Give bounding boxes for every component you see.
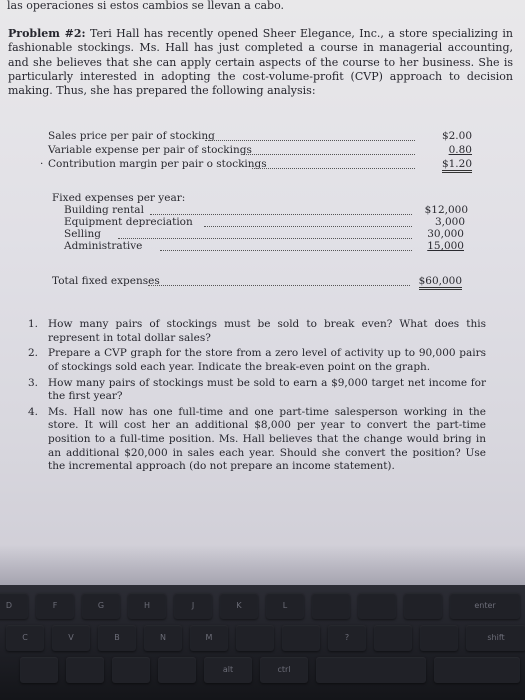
fixed-value: $12,000 (424, 204, 468, 216)
dot-leader (148, 285, 410, 286)
keyboard-key (420, 625, 458, 651)
keyboard-key: M (190, 625, 228, 651)
keyboard-key: F (36, 593, 74, 619)
keyboard-key: L (266, 593, 304, 619)
keyboard-key (312, 593, 350, 619)
problem-label: Problem #2: (8, 27, 86, 40)
keyboard-key: shift (466, 625, 525, 651)
question-number: 2. (28, 347, 39, 360)
dot-leader (150, 214, 412, 215)
question-number: 3. (28, 376, 39, 389)
keyboard-key: alt (204, 657, 252, 683)
question-item (28, 318, 486, 345)
problem-intro (8, 27, 513, 98)
fixed-label: Administrative (64, 240, 143, 252)
keyboard-key (358, 593, 396, 619)
dot-leader (243, 154, 415, 155)
fixed-total-value: $60,000 (419, 275, 462, 290)
analysis-value: $1.20 (442, 158, 472, 173)
analysis-label: Variable expense per pair of stockings (48, 144, 252, 156)
keyboard-key (404, 593, 442, 619)
keyboard-key: D (0, 593, 28, 619)
dot-leader (252, 168, 415, 169)
analysis-value: 0.80 (448, 144, 472, 156)
problem-text: Teri Hall has recently opened Sheer Elegance, Inc., a store specializing in fashionable stockings. Ms. Hall has just completed a course in managerial accounting, and she believes that she can apply certain aspects of the course to her business. She is particularly interested in adopting the cost-volume-profit (CVP) approach to decision making. Thus, she has prepared the following analysis: (8, 27, 513, 98)
keyboard-key: ? (328, 625, 366, 651)
question-item (28, 406, 486, 474)
keyboard-key: V (52, 625, 90, 651)
keyboard-key: C (6, 625, 44, 651)
analysis-label: Contribution margin per pair o stockings (48, 158, 267, 170)
question-item (28, 377, 486, 404)
question-text: How many pairs of stockings must be sold to earn a $9,000 target net income for the first year? (48, 376, 486, 403)
document-photo: las operaciones si estos cambios se llevan a cabo. Problem #2: Teri Hall has recently opened Sheer Elegance, Inc., a store specializing in fashionable stockings. Ms. Hall has just completed a course in managerial accounting, and she believes that she can apply certain aspects of the course to her business. She is particularly interested in adopting the cost-volume-profit (CVP) approach to decision making. Thus, she has prepared the following analysis: Sales price per pair of stocking $2.00 Variable expense per pair of stockings 0.80 · Contribution margin per pair o stockings $1.20 Fixed expenses per year: Building rental $12,000 Equipment depreciation 3,000 Selling 30,000 Administrative 15,000 Total fixed expenses $60,000 1. How many pairs of stockings must be sold to break even? What does this represent in total dollar sales? 2. Prepare a CVP graph for the store from a zero level of activity up to 90,000 pairs of stockings sold each year. Indicate the break-even point on the graph. 3. How many pairs of stockings must be sold to earn a $9,000 target net income for the first year? 4. Ms. Hall now has one full-time and one part-time salesperson working in the store. It will cost her an additional $8,000 per year to convert the part-time position to a full-time position. Ms. Hall believes that the change would bring in an additional $20,000 in sales each year. Should she convert the position? Use the incremental approach (do not prepare an income statement). (0, 0, 525, 585)
question-item (28, 347, 486, 374)
analysis-label: Sales price per pair of stocking (48, 130, 215, 142)
fixed-value: 15,000 (427, 240, 464, 252)
keyboard-key (374, 625, 412, 651)
keyboard-key: ctrl (260, 657, 308, 683)
question-number: 4. (28, 405, 39, 418)
question-list (28, 318, 486, 476)
keyboard-key (112, 657, 150, 683)
keyboard-key: N (144, 625, 182, 651)
keyboard-key: H (128, 593, 166, 619)
keyboard-key: G (82, 593, 120, 619)
keyboard-key: J (174, 593, 212, 619)
question-number: 1. (28, 318, 39, 330)
keyboard-key (282, 625, 320, 651)
keyboard-key (236, 625, 274, 651)
question-text: How many pairs of stockings must be sold to break even? What does this represent in total dollar sales? (48, 318, 486, 344)
fixed-total-label: Total fixed expenses (52, 275, 160, 287)
keyboard-key: B (98, 625, 136, 651)
fixed-label: Selling (64, 228, 101, 240)
fixed-value: 3,000 (434, 216, 465, 228)
analysis-value: $2.00 (441, 130, 472, 142)
keyboard-key: enter (450, 593, 520, 619)
fixed-value: 30,000 (427, 228, 464, 240)
header-cut-text: las operaciones si estos cambios se llevan a cabo. (7, 0, 285, 12)
fixed-label: Equipment depreciation (64, 216, 193, 228)
dot-leader (204, 226, 412, 227)
dot-leader (160, 250, 412, 251)
dot-leader (205, 140, 415, 141)
fixed-heading: Fixed expenses per year: (52, 192, 186, 204)
keyboard-key (158, 657, 196, 683)
keyboard-key (20, 657, 58, 683)
laptop-keyboard (0, 585, 525, 700)
keyboard-key (66, 657, 104, 683)
keyboard-key (434, 657, 520, 683)
question-text: Prepare a CVP graph for the store from a zero level of activity up to 90,000 pairs of stockings sold each year. Indicate the break-even point on the graph. (48, 347, 486, 373)
keyboard-key (316, 657, 426, 683)
keyboard-key: K (220, 593, 258, 619)
question-text: Ms. Hall now has one full-time and one part-time salesperson working in the store. It will cost her an additional $8,000 per year to convert the part-time position to a full-time position. Ms. Hall believes that the change would bring in an additional $20,000 in sales each year. Should she convert the position? Use the incremental approach (do not prepare an income statement). (48, 405, 486, 473)
fixed-label: Building rental (64, 204, 144, 216)
dot-leader (118, 238, 412, 239)
